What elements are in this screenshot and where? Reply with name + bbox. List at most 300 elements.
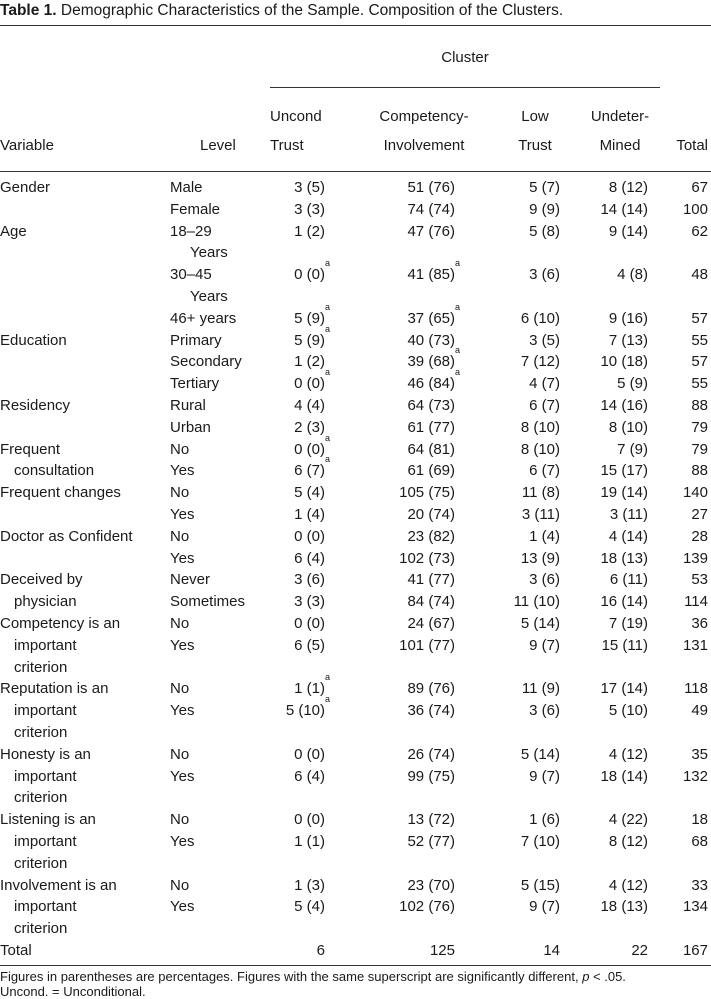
cell-value: 6 (4) <box>294 767 325 785</box>
cluster-cell <box>407 678 455 700</box>
cell-value: 5 (15) <box>520 876 560 894</box>
cell-value: 13 (72) <box>407 811 455 829</box>
cell-value: 4 (7) <box>529 375 560 393</box>
superscript: a <box>455 258 461 269</box>
variable-name: Competency is an important criterion <box>0 614 121 676</box>
cluster-cell <box>609 613 648 635</box>
level-label: Tertiary <box>170 375 220 393</box>
level-label: Never <box>170 571 211 589</box>
table-row <box>170 940 711 962</box>
level-label: No <box>170 876 190 894</box>
cluster-cell <box>407 526 455 548</box>
variable-name: Frequent consultation <box>0 440 95 480</box>
cell-value: 16 (14) <box>600 593 648 611</box>
level-rows <box>170 323 711 395</box>
cluster-cell <box>294 258 331 286</box>
cluster-cell <box>294 875 325 897</box>
col-header-line: Involvement <box>383 137 465 154</box>
table-row <box>170 526 711 548</box>
cell-value: 23 (70) <box>407 876 455 894</box>
cell-value: 6 (7) <box>294 462 325 480</box>
cell-value: 5 (10) <box>608 702 648 720</box>
cell-value: 0 (0) <box>294 745 325 763</box>
cell-value: 8 (10) <box>608 418 648 436</box>
variable-group <box>0 744 711 809</box>
cluster-cell <box>294 301 331 330</box>
cell-value: 9 (7) <box>529 636 560 654</box>
variable-group <box>0 482 711 526</box>
cell-value: 14 (14) <box>600 200 648 218</box>
variable-name: Involvement is an important criterion <box>0 876 117 938</box>
level-rows <box>170 221 711 330</box>
variable-group <box>0 526 711 570</box>
level-label: No <box>170 614 190 632</box>
cell-value: 6 (11) <box>609 571 648 589</box>
table-row <box>170 896 711 918</box>
total-cell: 28 <box>691 527 708 545</box>
level-rows <box>170 526 711 570</box>
cell-value: 9 (16) <box>608 309 648 327</box>
cluster-cell <box>407 367 461 395</box>
cluster-cell <box>294 744 325 766</box>
cell-value: 0 (0) <box>294 614 325 632</box>
cluster-cell <box>407 460 455 482</box>
cell-value: 125 <box>429 941 455 959</box>
level-rows <box>170 875 711 940</box>
cell-value: 9 (9) <box>529 200 560 218</box>
col-header-line: Low <box>521 108 549 125</box>
cluster-cell <box>407 700 455 722</box>
cell-value: 3 (3) <box>294 200 325 218</box>
table-row <box>170 432 711 461</box>
cell-value: 4 (12) <box>608 745 648 763</box>
cluster-cell <box>294 323 331 352</box>
cluster-cell <box>399 482 455 504</box>
level-rows <box>170 432 711 483</box>
level-label: Secondary <box>170 353 242 371</box>
cell-value: 17 (14) <box>600 680 648 698</box>
cluster-cell <box>529 373 560 395</box>
cluster-cell <box>521 613 560 635</box>
level-label: 30–45 Years <box>170 266 228 305</box>
level-label: 18–29 Years <box>170 222 228 262</box>
cluster-cell <box>407 221 455 243</box>
total-cell: 132 <box>682 767 708 785</box>
level-label: Sometimes <box>170 593 246 611</box>
variable-name: Total <box>0 941 32 959</box>
cell-value: 6 <box>316 941 325 959</box>
table-row <box>170 809 711 831</box>
level-label: Yes <box>170 898 195 916</box>
cluster-cell <box>521 351 560 373</box>
table-caption <box>0 2 563 20</box>
cell-value: 6 (10) <box>520 309 560 327</box>
total-cell: 53 <box>691 571 708 589</box>
superscript: a <box>325 672 331 683</box>
table-row <box>170 875 711 897</box>
cluster-cell <box>407 417 455 439</box>
footnote-text: Figures in parentheses are percentages. Figures with the same superscript are significantly different, <box>0 968 579 984</box>
cluster-cell <box>294 221 325 243</box>
superscript: a <box>455 345 461 356</box>
superscript: a <box>325 367 331 378</box>
cluster-col-competency-involvement <box>362 102 486 160</box>
total-cell: 55 <box>691 375 708 393</box>
level-label: Yes <box>170 702 195 720</box>
cluster-cell <box>609 875 648 897</box>
total-header: Total <box>676 137 708 154</box>
cell-value: 23 (82) <box>407 527 455 545</box>
total-cell: 79 <box>691 418 708 436</box>
cell-value: 0 (0) <box>294 440 325 458</box>
cell-value: 19 (14) <box>600 484 648 502</box>
cluster-cell <box>399 635 455 657</box>
cluster-cell <box>617 373 648 395</box>
cluster-cell <box>529 766 560 788</box>
level-label: No <box>170 484 190 502</box>
cluster-cell <box>600 460 648 482</box>
cluster-cell <box>317 940 325 962</box>
cell-value: 52 (77) <box>407 832 455 850</box>
cell-value: 99 (75) <box>407 767 455 785</box>
cell-value: 3 (5) <box>529 331 560 349</box>
cell-value: 5 (4) <box>294 898 325 916</box>
cell-value: 41 (85) <box>407 266 455 284</box>
cell-value: 46 (84) <box>407 375 455 393</box>
cluster-cell <box>610 569 648 591</box>
cluster-cell <box>521 548 560 570</box>
cluster-cell <box>399 548 455 570</box>
cluster-col-low-trust <box>500 102 570 160</box>
variable-group <box>0 432 711 483</box>
cluster-cell <box>294 417 325 439</box>
cluster-cell <box>294 672 331 700</box>
table-row <box>170 591 711 613</box>
table-row <box>170 504 711 526</box>
cell-value: 61 (77) <box>407 418 455 436</box>
variable-name: Doctor as Confident <box>0 527 133 545</box>
variable-group <box>0 395 711 439</box>
col-header-line: Undeter- <box>590 108 650 125</box>
cluster-cell <box>609 221 648 243</box>
variable-name: Listening is an important criterion <box>0 811 96 872</box>
level-label: 46+ years <box>170 309 237 327</box>
level-rows <box>170 940 711 962</box>
cell-value: 22 <box>631 941 648 959</box>
cell-value: 0 (0) <box>294 375 325 393</box>
table-row <box>170 744 711 766</box>
level-label: No <box>170 440 190 458</box>
superscript: a <box>325 454 331 465</box>
level-label: No <box>170 745 190 763</box>
cell-value: 2 (3) <box>294 418 325 436</box>
cluster-cell <box>294 432 331 461</box>
table-row <box>170 613 711 635</box>
col-header-line: Mined <box>599 137 641 154</box>
cluster-cell <box>521 417 560 439</box>
cell-value: 3 (11) <box>609 505 648 523</box>
level-label: Urban <box>170 418 211 436</box>
cluster-cell <box>407 766 455 788</box>
level-label: Yes <box>170 767 195 785</box>
cell-value: 8 (10) <box>520 440 560 458</box>
cell-value: 26 (74) <box>407 745 455 763</box>
cell-value: 5 (9) <box>617 375 648 393</box>
header-rule <box>0 171 711 172</box>
cell-value: 61 (69) <box>407 462 455 480</box>
level-label: Female <box>170 200 221 218</box>
col-header-line: Trust <box>518 137 552 154</box>
total-cell: 18 <box>691 811 708 829</box>
level-label: Yes <box>170 549 195 567</box>
cluster-cell <box>600 896 648 918</box>
cluster-cell <box>600 199 648 221</box>
cluster-col-uncond-trust <box>270 102 322 160</box>
cell-value: 84 (74) <box>407 593 455 611</box>
level-header: Level <box>200 137 236 154</box>
table-row <box>170 548 711 570</box>
cluster-cell <box>294 177 325 199</box>
cell-value: 0 (0) <box>294 527 325 545</box>
cell-value: 101 (77) <box>399 636 455 654</box>
cell-value: 5 (9) <box>294 309 325 327</box>
cell-value: 7 (19) <box>608 614 648 632</box>
variable-name: Frequent changes <box>0 484 121 502</box>
variable-group <box>0 323 711 395</box>
superscript: a <box>325 323 331 334</box>
cell-value: 64 (81) <box>407 440 455 458</box>
cluster-cell <box>522 482 560 504</box>
cell-value: 5 (14) <box>520 745 560 763</box>
footnote-line-2: Uncond. = Unconditional. <box>0 983 146 999</box>
cell-value: 5 (9) <box>294 331 325 349</box>
cluster-cell <box>609 744 648 766</box>
level-label: Yes <box>170 832 195 850</box>
cell-value: 105 (75) <box>399 484 455 502</box>
level-rows <box>170 613 711 678</box>
total-cell: 57 <box>691 309 708 327</box>
cell-value: 1 (2) <box>294 353 325 371</box>
variable-name: Reputation is an important criterion <box>0 680 109 741</box>
cluster-cell <box>294 635 325 657</box>
cell-value: 74 (74) <box>407 200 455 218</box>
cell-value: 8 (12) <box>608 179 648 196</box>
cell-value: 4 (4) <box>294 396 325 414</box>
cluster-cell <box>600 591 648 613</box>
variable-group <box>0 875 711 940</box>
variable-header: Variable <box>0 137 54 154</box>
variable-group <box>0 177 711 221</box>
cluster-cell <box>600 548 648 570</box>
cell-value: 9 (14) <box>608 222 648 240</box>
cluster-cell <box>522 678 560 700</box>
cluster-cell <box>529 330 560 352</box>
cluster-cell <box>529 635 560 657</box>
cell-value: 3 (3) <box>294 593 325 611</box>
cluster-cell <box>399 896 455 918</box>
variable-group <box>0 672 711 743</box>
total-cell: 139 <box>682 549 708 567</box>
cluster-cell <box>407 258 461 286</box>
cluster-header: Cluster <box>441 49 489 66</box>
table-row <box>170 258 711 308</box>
cell-value: 10 (18) <box>600 353 648 371</box>
cell-value: 9 (7) <box>529 898 560 916</box>
cluster-cell <box>602 635 648 657</box>
level-label: Rural <box>170 396 206 414</box>
cluster-cell <box>407 569 455 591</box>
total-cell: 62 <box>691 222 708 240</box>
cell-value: 24 (67) <box>407 614 455 632</box>
cell-value: 13 (9) <box>520 549 560 567</box>
table-label: Table 1. <box>0 2 57 19</box>
cell-value: 4 (8) <box>617 266 648 284</box>
cell-value: 1 (3) <box>294 876 325 894</box>
level-label: No <box>170 811 190 829</box>
cluster-cell <box>543 940 560 962</box>
cluster-cell <box>407 199 455 221</box>
total-cell: 88 <box>691 396 708 414</box>
cluster-cell <box>285 694 331 722</box>
level-label: Yes <box>170 505 195 523</box>
cluster-cell <box>610 504 648 526</box>
cluster-cell <box>609 417 648 439</box>
cluster-cell <box>521 308 560 330</box>
cell-value: 18 (14) <box>600 767 648 785</box>
cluster-cell <box>294 569 325 591</box>
cell-value: 102 (76) <box>399 898 455 916</box>
cell-value: 14 (16) <box>600 396 648 414</box>
table-row <box>170 766 711 788</box>
top-rule <box>0 25 711 26</box>
cluster-cell <box>407 875 455 897</box>
cluster-rule <box>270 87 660 88</box>
table-body <box>0 177 711 962</box>
cluster-cell <box>609 831 648 853</box>
variable-name: Honesty is an important criterion <box>0 745 91 807</box>
cluster-cell <box>529 526 560 548</box>
cell-value: 15 (11) <box>601 636 648 654</box>
cluster-cell <box>430 940 455 962</box>
level-label: No <box>170 527 190 545</box>
table-row <box>170 395 711 417</box>
cluster-cell <box>529 896 560 918</box>
cell-value: 0 (0) <box>294 811 325 829</box>
cell-value: 5 (8) <box>529 222 560 240</box>
level-rows <box>170 395 711 439</box>
cell-value: 47 (76) <box>407 222 455 240</box>
cell-value: 36 (74) <box>407 702 455 720</box>
cluster-cell <box>407 831 455 853</box>
cluster-cell <box>294 613 325 635</box>
cluster-cell <box>407 809 455 831</box>
footnote-p: p <box>582 968 590 984</box>
cluster-cell <box>600 482 648 504</box>
cluster-cell <box>407 345 461 373</box>
cell-value: 5 (7) <box>529 179 560 196</box>
level-label: Male <box>170 179 203 196</box>
cell-value: 64 (73) <box>407 396 455 414</box>
cell-value: 40 (73) <box>407 331 455 349</box>
cell-value: 18 (13) <box>600 549 648 567</box>
cluster-cell <box>600 766 648 788</box>
cell-value: 1 (1) <box>294 832 325 850</box>
cluster-cell <box>617 264 648 286</box>
level-rows <box>170 569 711 613</box>
table-row <box>170 831 711 853</box>
total-cell: 114 <box>684 593 708 611</box>
variable-group <box>0 221 711 330</box>
table-row <box>170 367 711 395</box>
total-cell: 131 <box>682 636 708 654</box>
cell-value: 51 (76) <box>407 179 455 196</box>
cluster-cell <box>529 199 560 221</box>
table-flow <box>0 177 711 999</box>
cluster-cell <box>617 439 648 461</box>
table-row <box>170 177 711 199</box>
superscript: a <box>455 301 461 312</box>
cluster-cell <box>600 351 648 373</box>
cell-value: 6 (7) <box>529 462 560 480</box>
cell-value: 11 (9) <box>521 680 560 698</box>
cell-value: 6 (5) <box>294 636 325 654</box>
superscript: a <box>325 432 331 443</box>
level-label: Yes <box>170 462 195 480</box>
cluster-col-undetermined <box>580 102 660 160</box>
cluster-cell <box>609 177 648 199</box>
cluster-cell <box>521 744 560 766</box>
level-label: Yes <box>170 636 195 654</box>
cluster-cell <box>294 809 325 831</box>
table-row <box>170 454 711 482</box>
total-cell: 27 <box>691 505 708 523</box>
cluster-cell <box>407 504 455 526</box>
table-row <box>170 345 711 373</box>
table-row <box>170 417 711 439</box>
cluster-cell <box>294 395 325 417</box>
total-cell: 68 <box>691 832 708 850</box>
cluster-cell <box>294 766 325 788</box>
cluster-cell <box>294 896 325 918</box>
superscript: a <box>325 694 331 705</box>
level-label: No <box>170 680 190 698</box>
cluster-cell <box>294 831 325 853</box>
cell-value: 4 (12) <box>608 876 648 894</box>
table-row <box>170 199 711 221</box>
cluster-cell <box>609 700 648 722</box>
cell-value: 6 (7) <box>529 396 560 414</box>
cell-value: 11 (10) <box>513 593 560 611</box>
cell-value: 0 (0) <box>294 266 325 284</box>
total-cell: 49 <box>691 702 708 720</box>
cluster-cell <box>609 526 648 548</box>
level-rows <box>170 809 711 874</box>
table-title: Demographic Characteristics of the Sample. Composition of the Clusters. <box>60 2 564 19</box>
superscript: a <box>325 301 331 312</box>
col-header-line: Trust <box>270 137 304 154</box>
cluster-cell <box>407 439 455 461</box>
bottom-rule <box>0 965 711 966</box>
total-cell: 88 <box>691 462 708 480</box>
cluster-cell <box>294 526 325 548</box>
cell-value: 18 (13) <box>600 898 648 916</box>
cluster-cell <box>609 330 648 352</box>
cluster-cell <box>407 330 455 352</box>
cell-value: 8 (10) <box>520 418 560 436</box>
total-cell: 48 <box>691 266 708 284</box>
variable-name: Education <box>0 331 67 349</box>
cluster-cell <box>294 351 325 373</box>
